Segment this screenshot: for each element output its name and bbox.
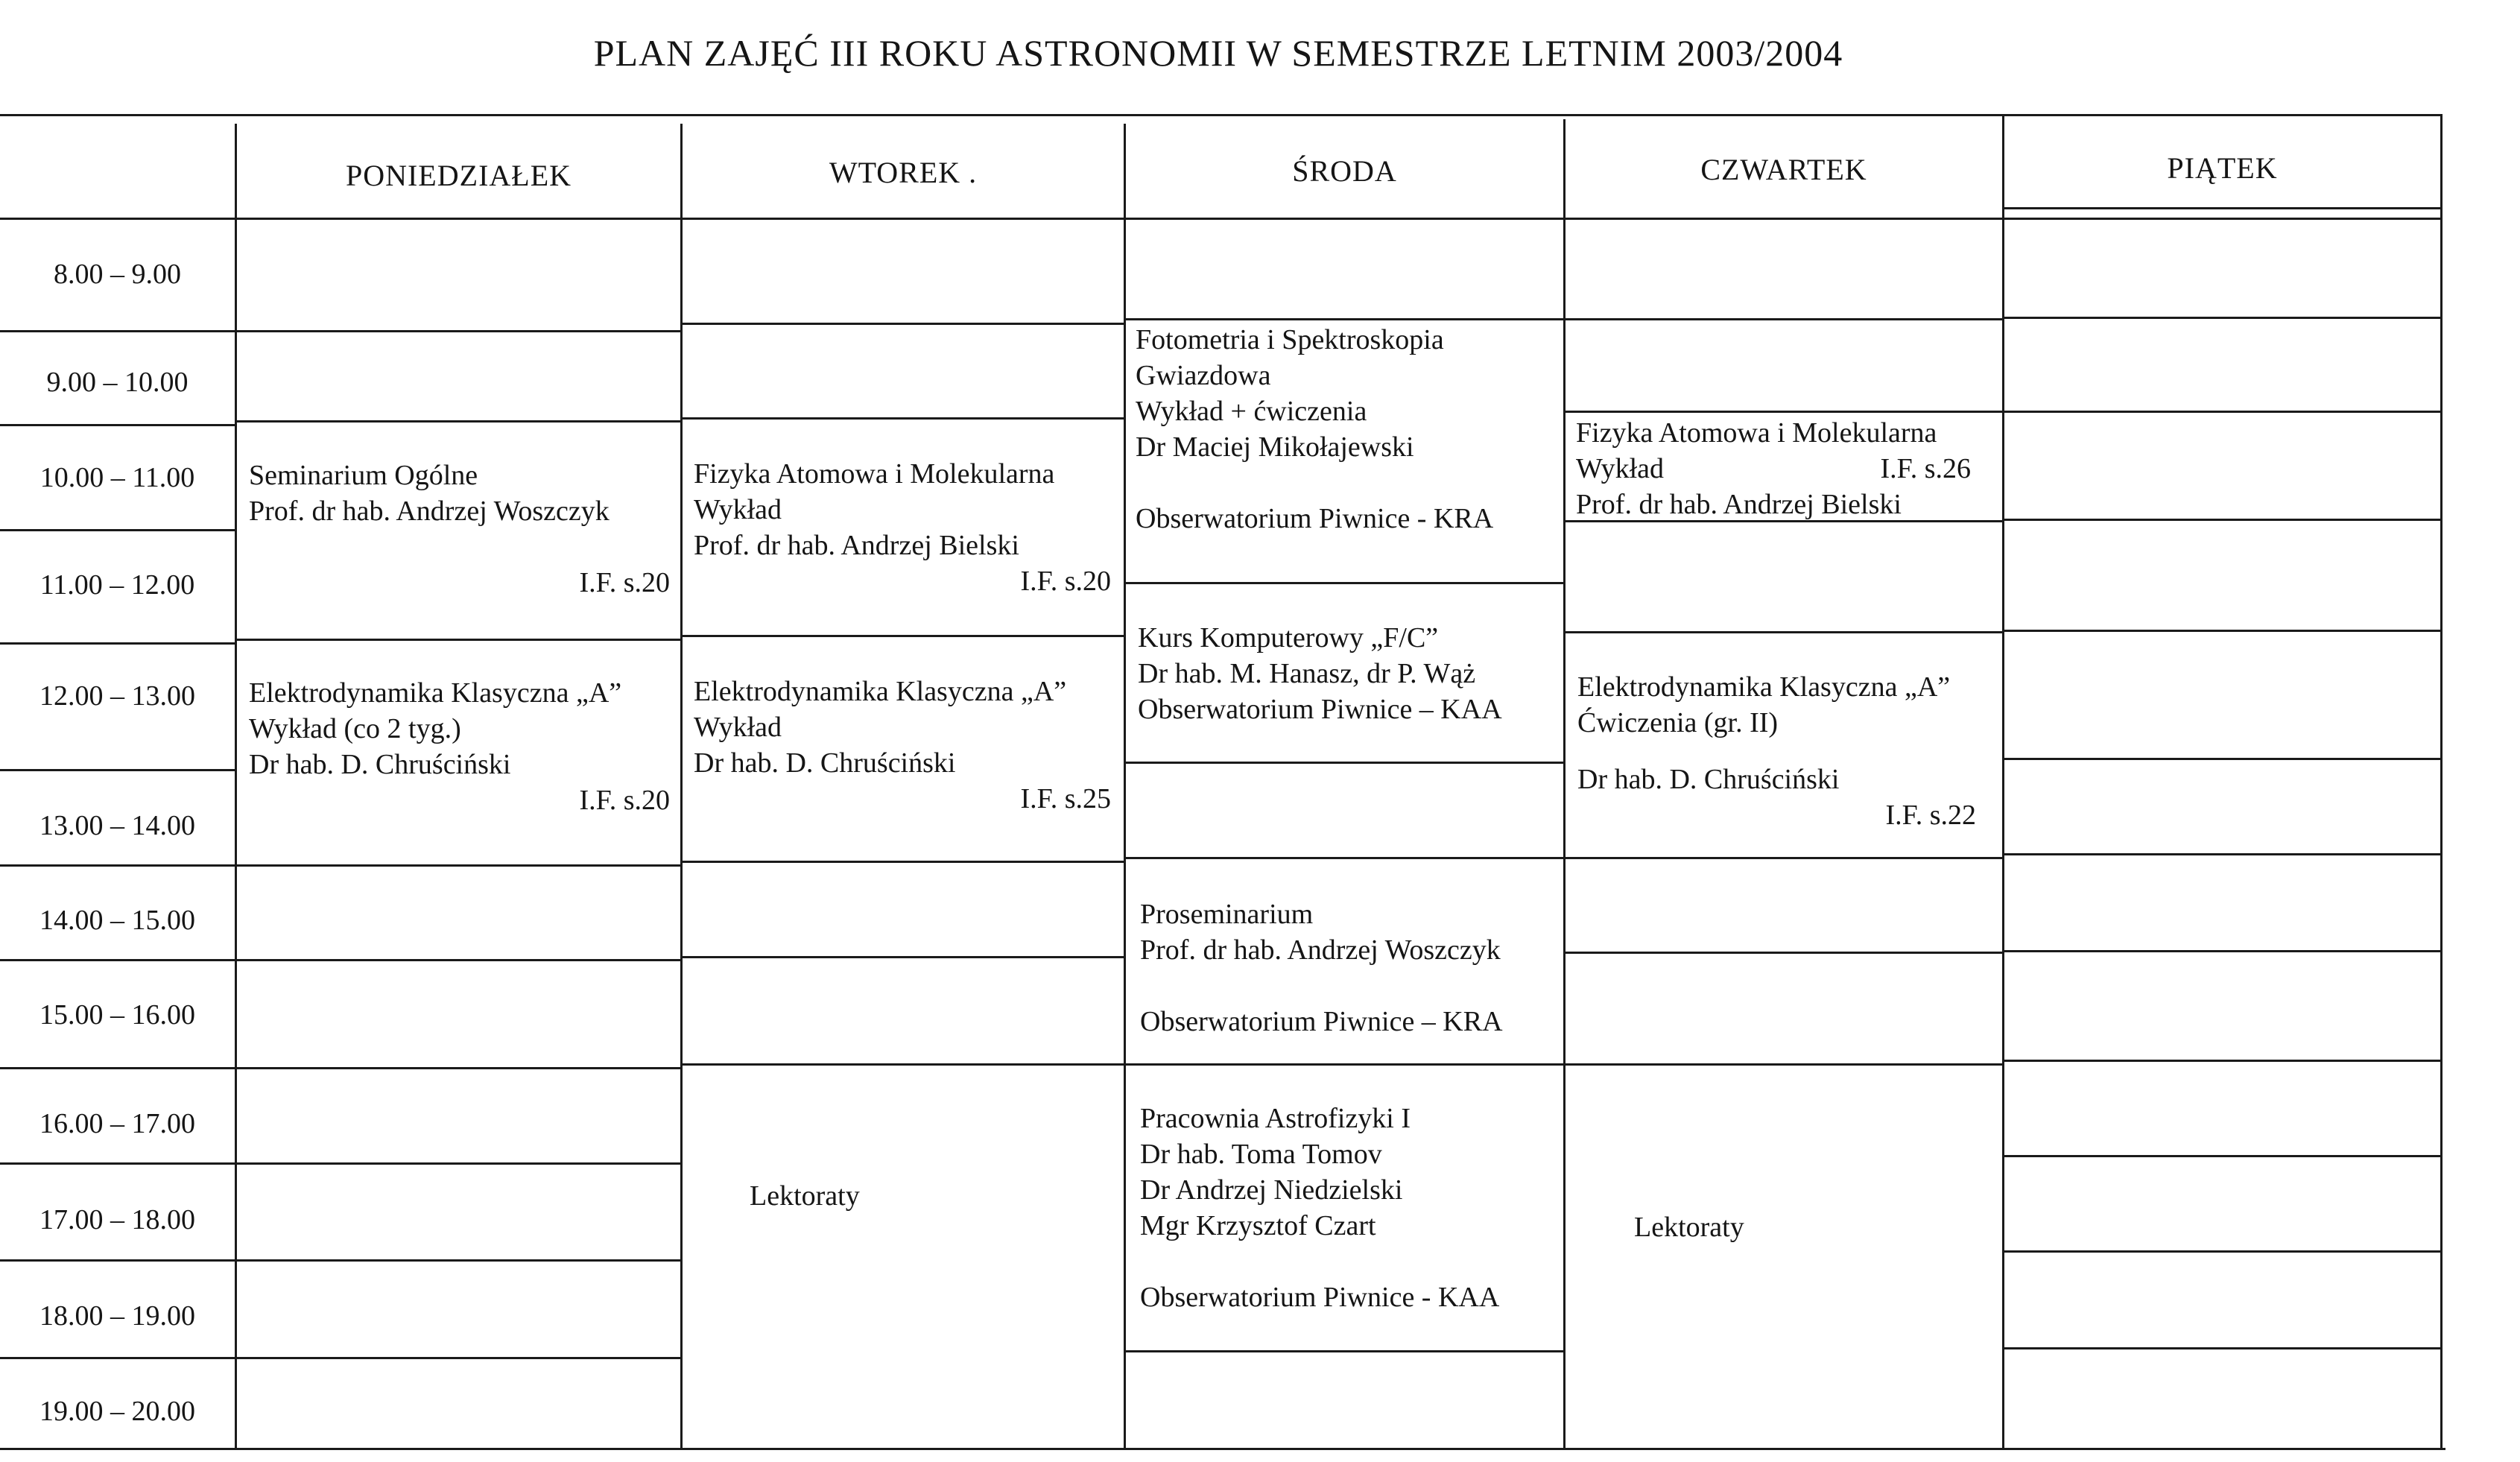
grid-line — [0, 114, 2442, 116]
grid-line — [2002, 411, 2442, 413]
day-header-friday: PIĄTEK — [2167, 151, 2278, 185]
class-type: Wykład (co 2 tyg.) — [249, 713, 461, 744]
grid-line — [680, 417, 1126, 420]
grid-line — [235, 1357, 683, 1359]
grid-line — [1124, 1350, 1565, 1352]
class-teacher: Dr Andrzej Niedzielski — [1140, 1174, 1403, 1206]
class-room: I.F. s.20 — [579, 567, 670, 598]
class-teacher: Dr hab. D. Chruściński — [694, 747, 956, 779]
class-computer-course-wednesday — [1138, 620, 1563, 727]
class-room: I.F. s.22 — [1885, 800, 1976, 831]
grid-line — [0, 424, 237, 426]
class-place: Obserwatorium Piwnice - KAA — [1140, 1282, 1500, 1313]
class-teacher: Dr Maciej Mikołajewski — [1136, 431, 1414, 463]
grid-line — [680, 956, 1126, 958]
grid-line — [2002, 519, 2442, 521]
class-name-cont: Gwiazdowa — [1136, 360, 1271, 391]
class-name: Elektrodynamika Klasyczna „A” — [694, 676, 1067, 707]
time-slot: 14.00 – 15.00 — [39, 905, 195, 936]
class-room: I.F. s.26 — [1880, 453, 1971, 484]
class-photometry-wednesday — [1136, 322, 1560, 537]
grid-line — [1563, 318, 2004, 320]
grid-line — [0, 1162, 237, 1165]
class-astrophysics-lab-wednesday — [1140, 1101, 1561, 1315]
grid-line — [680, 635, 1126, 637]
time-slot: 8.00 – 9.00 — [54, 259, 181, 290]
time-slot: 10.00 – 11.00 — [39, 462, 195, 493]
grid-line — [2002, 630, 2442, 632]
class-room: I.F. s.20 — [579, 785, 670, 816]
grid-line — [235, 1067, 683, 1069]
class-type: Ćwiczenia (gr. II) — [1577, 707, 1779, 738]
time-slot: 16.00 – 17.00 — [39, 1108, 195, 1139]
grid-line — [0, 1448, 2445, 1450]
grid-line — [680, 861, 1126, 863]
class-name: Elektrodynamika Klasyczna „A” — [249, 677, 622, 709]
grid-line — [235, 1259, 683, 1262]
class-teacher: Prof. dr hab. Andrzej Bielski — [694, 530, 1019, 561]
class-place: Obserwatorium Piwnice – KRA — [1140, 1006, 1503, 1037]
class-place: Obserwatorium Piwnice – KAA — [1138, 694, 1502, 725]
class-teacher: Dr hab. Toma Tomov — [1140, 1139, 1382, 1170]
day-header-tuesday: WTOREK . — [829, 156, 978, 189]
grid-line — [2002, 1060, 2442, 1062]
class-room: I.F. s.25 — [1020, 783, 1111, 814]
class-electrodynamics-thursday — [1577, 669, 1976, 833]
grid-line — [1124, 318, 1565, 320]
class-place: Obserwatorium Piwnice - KRA — [1136, 503, 1494, 534]
class-name: Kurs Komputerowy „F/C” — [1138, 622, 1439, 654]
grid-line — [2002, 758, 2442, 760]
grid-line — [0, 642, 237, 645]
grid-line — [1563, 857, 2004, 859]
grid-line — [1124, 1063, 1565, 1066]
class-name: Fizyka Atomowa i Molekularna — [694, 458, 1055, 490]
class-seminar-monday — [249, 458, 670, 601]
grid-line — [235, 1162, 683, 1165]
class-atomic-physics-thursday — [1576, 415, 1971, 522]
grid-line — [1124, 857, 1565, 859]
class-name: Seminarium Ogólne — [249, 460, 478, 491]
grid-line — [680, 1063, 1126, 1066]
time-slot: 17.00 – 18.00 — [39, 1204, 195, 1235]
time-slot: 15.00 – 16.00 — [39, 999, 195, 1031]
grid-line — [2002, 853, 2442, 855]
grid-line — [0, 959, 237, 961]
class-proseminar-wednesday — [1140, 896, 1561, 1039]
grid-line — [0, 1357, 237, 1359]
class-lektoraty-tuesday: Lektoraty — [750, 1180, 860, 1212]
time-slot: 18.00 – 19.00 — [39, 1300, 195, 1332]
grid-line — [2002, 1155, 2442, 1157]
grid-line — [1563, 1063, 2004, 1066]
page-title: PLAN ZAJĘĆ III ROKU ASTRONOMII W SEMESTRZE LETNIM 2003/2004 — [593, 32, 1843, 74]
class-teacher: Prof. dr hab. Andrzej Woszczyk — [249, 496, 610, 527]
time-slot: 9.00 – 10.00 — [46, 367, 189, 398]
day-header-thursday: CZWARTEK — [1700, 153, 1867, 186]
class-teacher: Dr hab. M. Hanasz, dr P. Wąż — [1138, 658, 1476, 689]
class-name: Fotometria i Spektroskopia — [1136, 324, 1444, 355]
grid-line — [0, 529, 237, 531]
class-room: I.F. s.20 — [1020, 566, 1111, 597]
class-teacher: Dr hab. D. Chruściński — [249, 749, 511, 780]
grid-line — [2002, 1250, 2442, 1253]
grid-line — [2002, 317, 2442, 319]
grid-line — [0, 769, 237, 771]
grid-line — [235, 420, 683, 423]
class-teacher: Prof. dr hab. Andrzej Woszczyk — [1140, 934, 1501, 966]
day-header-wednesday: ŚRODA — [1292, 154, 1397, 188]
grid-line — [235, 864, 683, 867]
time-slot: 12.00 – 13.00 — [39, 680, 195, 712]
time-slot: 13.00 – 14.00 — [39, 810, 195, 841]
grid-line — [235, 330, 683, 332]
class-lektoraty-thursday: Lektoraty — [1634, 1212, 1744, 1243]
class-name: Elektrodynamika Klasyczna „A” — [1577, 671, 1951, 703]
class-type: Wykład — [694, 712, 782, 743]
grid-line — [235, 124, 237, 1450]
class-type: Wykład + ćwiczenia — [1136, 396, 1367, 427]
class-name: Proseminarium — [1140, 899, 1314, 930]
class-type: Wykład — [694, 494, 782, 525]
class-name: Fizyka Atomowa i Molekularna — [1576, 417, 1937, 449]
grid-line — [680, 323, 1126, 325]
grid-line — [1124, 582, 1565, 584]
grid-line — [2002, 207, 2442, 209]
grid-line — [0, 1259, 237, 1262]
grid-line — [1563, 631, 2004, 633]
grid-line — [0, 218, 2442, 220]
grid-line — [0, 1067, 237, 1069]
grid-line — [0, 330, 237, 332]
grid-line — [235, 639, 683, 641]
grid-line — [1563, 411, 2004, 413]
time-slot: 11.00 – 12.00 — [39, 569, 195, 601]
class-electrodynamics-monday — [249, 675, 670, 818]
class-atomic-physics-tuesday — [694, 456, 1111, 599]
class-name: Pracownia Astrofizyki I — [1140, 1103, 1411, 1134]
class-electrodynamics-tuesday — [694, 674, 1111, 817]
class-teacher: Dr hab. D. Chruściński — [1577, 764, 1840, 795]
class-teacher: Mgr Krzysztof Czart — [1140, 1210, 1376, 1241]
class-teacher: Prof. dr hab. Andrzej Bielski — [1576, 489, 1902, 520]
grid-line — [2002, 950, 2442, 952]
class-type: Wykład — [1576, 453, 1665, 484]
grid-line — [0, 864, 237, 867]
time-slot: 19.00 – 20.00 — [39, 1396, 195, 1427]
day-header-monday: PONIEDZIAŁEK — [345, 159, 572, 192]
grid-line — [1124, 762, 1565, 764]
grid-line — [235, 959, 683, 961]
grid-line — [2002, 1347, 2442, 1349]
grid-line — [1563, 952, 2004, 954]
